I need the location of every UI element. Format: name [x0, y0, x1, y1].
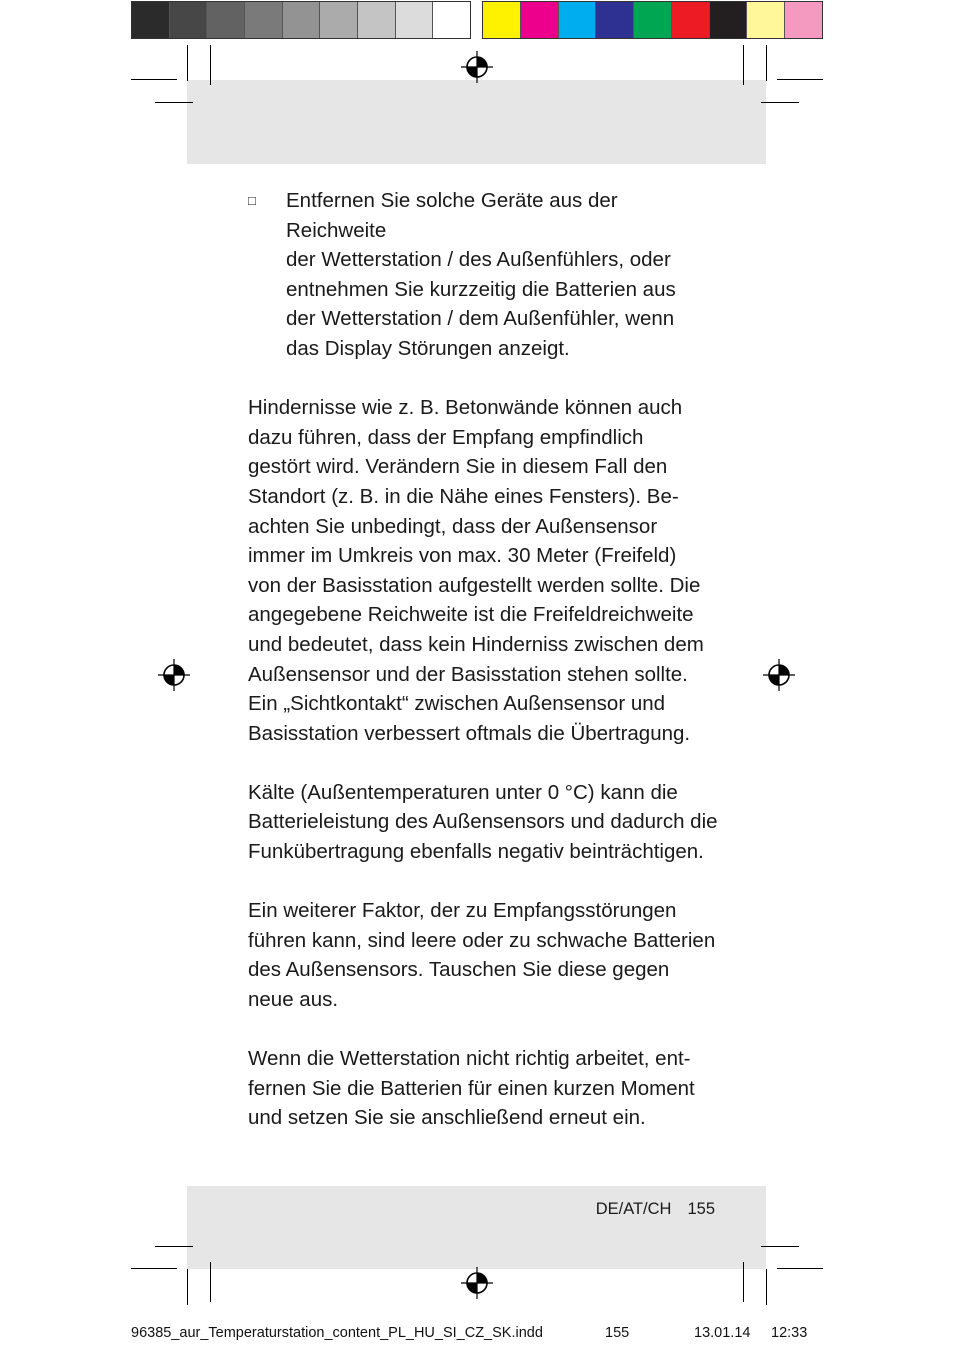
- paragraph-reset: Wenn die Wetterstation nicht richtig arbeitet, ent- fernen Sie die Batterien für einen kurzen Moment und setzen Sie sie anschließend erneut ein.: [248, 1047, 695, 1130]
- registration-mark-icon: [461, 51, 493, 83]
- body-text: [248, 186, 718, 1163]
- color-swatch: [596, 2, 634, 38]
- page-number: 155: [687, 1200, 715, 1218]
- color-swatch: [710, 2, 748, 38]
- crop-mark: [766, 45, 767, 81]
- slug-time: 12:33: [771, 1325, 808, 1341]
- crop-mark: [210, 1262, 211, 1302]
- color-swatch: [634, 2, 672, 38]
- color-swatch: [559, 2, 597, 38]
- crop-mark: [155, 102, 193, 103]
- crop-mark: [743, 1262, 744, 1302]
- page-folio: [596, 1200, 715, 1219]
- paragraph-cold: Kälte (Außentemperaturen unter 0 °C) kann die Batterieleistung des Außensensors und dadurch die Funkübertragung ebenfalls negativ beinträchtigen.: [248, 780, 718, 864]
- crop-mark: [761, 1246, 799, 1247]
- registration-mark-icon: [763, 659, 795, 691]
- color-swatch: [672, 2, 710, 38]
- paragraph-obstacles: Hindernisse wie z. B. Betonwände können auch dazu führen, dass der Empfang empfindlich gestört wird. Verändern Sie in diesem Fall den Standort (z. B. in die Nähe eines Fensters). Be- achten Sie unbedingt, dass der Außensensor immer im Umkreis von max. 30 Meter (Freifeld) von der Basisstation aufgestellt werden sollte. Die angegebene Reichweite ist die Freifeldreichweite und bedeutet, dass kein Hinderniss zwischen dem Außensensor und der Basisstation stehen sollte. Ein „Sichtkontakt“ zwischen Außensensor und Basisstation verbessert oftmals die Übertragung.: [248, 396, 704, 745]
- registration-mark-icon: [158, 659, 190, 691]
- gray-swatch: [132, 2, 170, 38]
- crop-mark: [743, 45, 744, 85]
- color-swatch: [785, 2, 822, 38]
- color-swatch: [747, 2, 785, 38]
- gray-swatch: [433, 2, 470, 38]
- slug-filename: 96385_aur_Temperaturstation_content_PL_HU_SI_CZ_SK.indd: [131, 1325, 543, 1341]
- header-band: [187, 80, 766, 164]
- color-swatch: [483, 2, 521, 38]
- gray-swatch: [170, 2, 208, 38]
- region-label: DE/AT/CH: [595, 1200, 672, 1218]
- process-color-bar: [482, 1, 823, 39]
- crop-mark: [155, 1246, 193, 1247]
- crop-mark: [187, 1269, 188, 1305]
- footer-band: [187, 1186, 766, 1269]
- bullet-text: Entfernen Sie solche Geräte aus der Reichweite der Wetterstation / des Außenfühlers, oder entnehmen Sie kurzzeitig die Batterien aus der Wetterstation / dem Außenfühler, wenn das Display Störungen anzeigt.: [286, 189, 676, 360]
- crop-mark: [766, 1269, 767, 1305]
- crop-mark: [777, 1268, 823, 1269]
- crop-mark: [777, 79, 823, 80]
- crop-mark: [131, 79, 177, 80]
- crop-mark: [187, 45, 188, 81]
- slug-page: 155: [605, 1325, 630, 1341]
- paragraph-batteries: Ein weiterer Faktor, der zu Empfangsstörungen führen kann, sind leere oder zu schwache Batterien des Außensensors. Tauschen Sie diese gegen neue aus.: [248, 899, 716, 1012]
- grayscale-color-bar: [131, 1, 471, 39]
- gray-swatch: [207, 2, 245, 38]
- gray-swatch: [358, 2, 396, 38]
- crop-mark: [210, 45, 211, 85]
- gray-swatch: [396, 2, 434, 38]
- color-swatch: [521, 2, 559, 38]
- crop-mark: [761, 102, 799, 103]
- gray-swatch: [245, 2, 283, 38]
- registration-mark-icon: [461, 1267, 493, 1299]
- crop-mark: [131, 1268, 177, 1269]
- checkbox-bullet-icon: □: [248, 193, 256, 208]
- gray-swatch: [320, 2, 358, 38]
- slug-date: 13.01.14: [694, 1325, 751, 1341]
- gray-swatch: [283, 2, 321, 38]
- bullet-item: [248, 186, 718, 364]
